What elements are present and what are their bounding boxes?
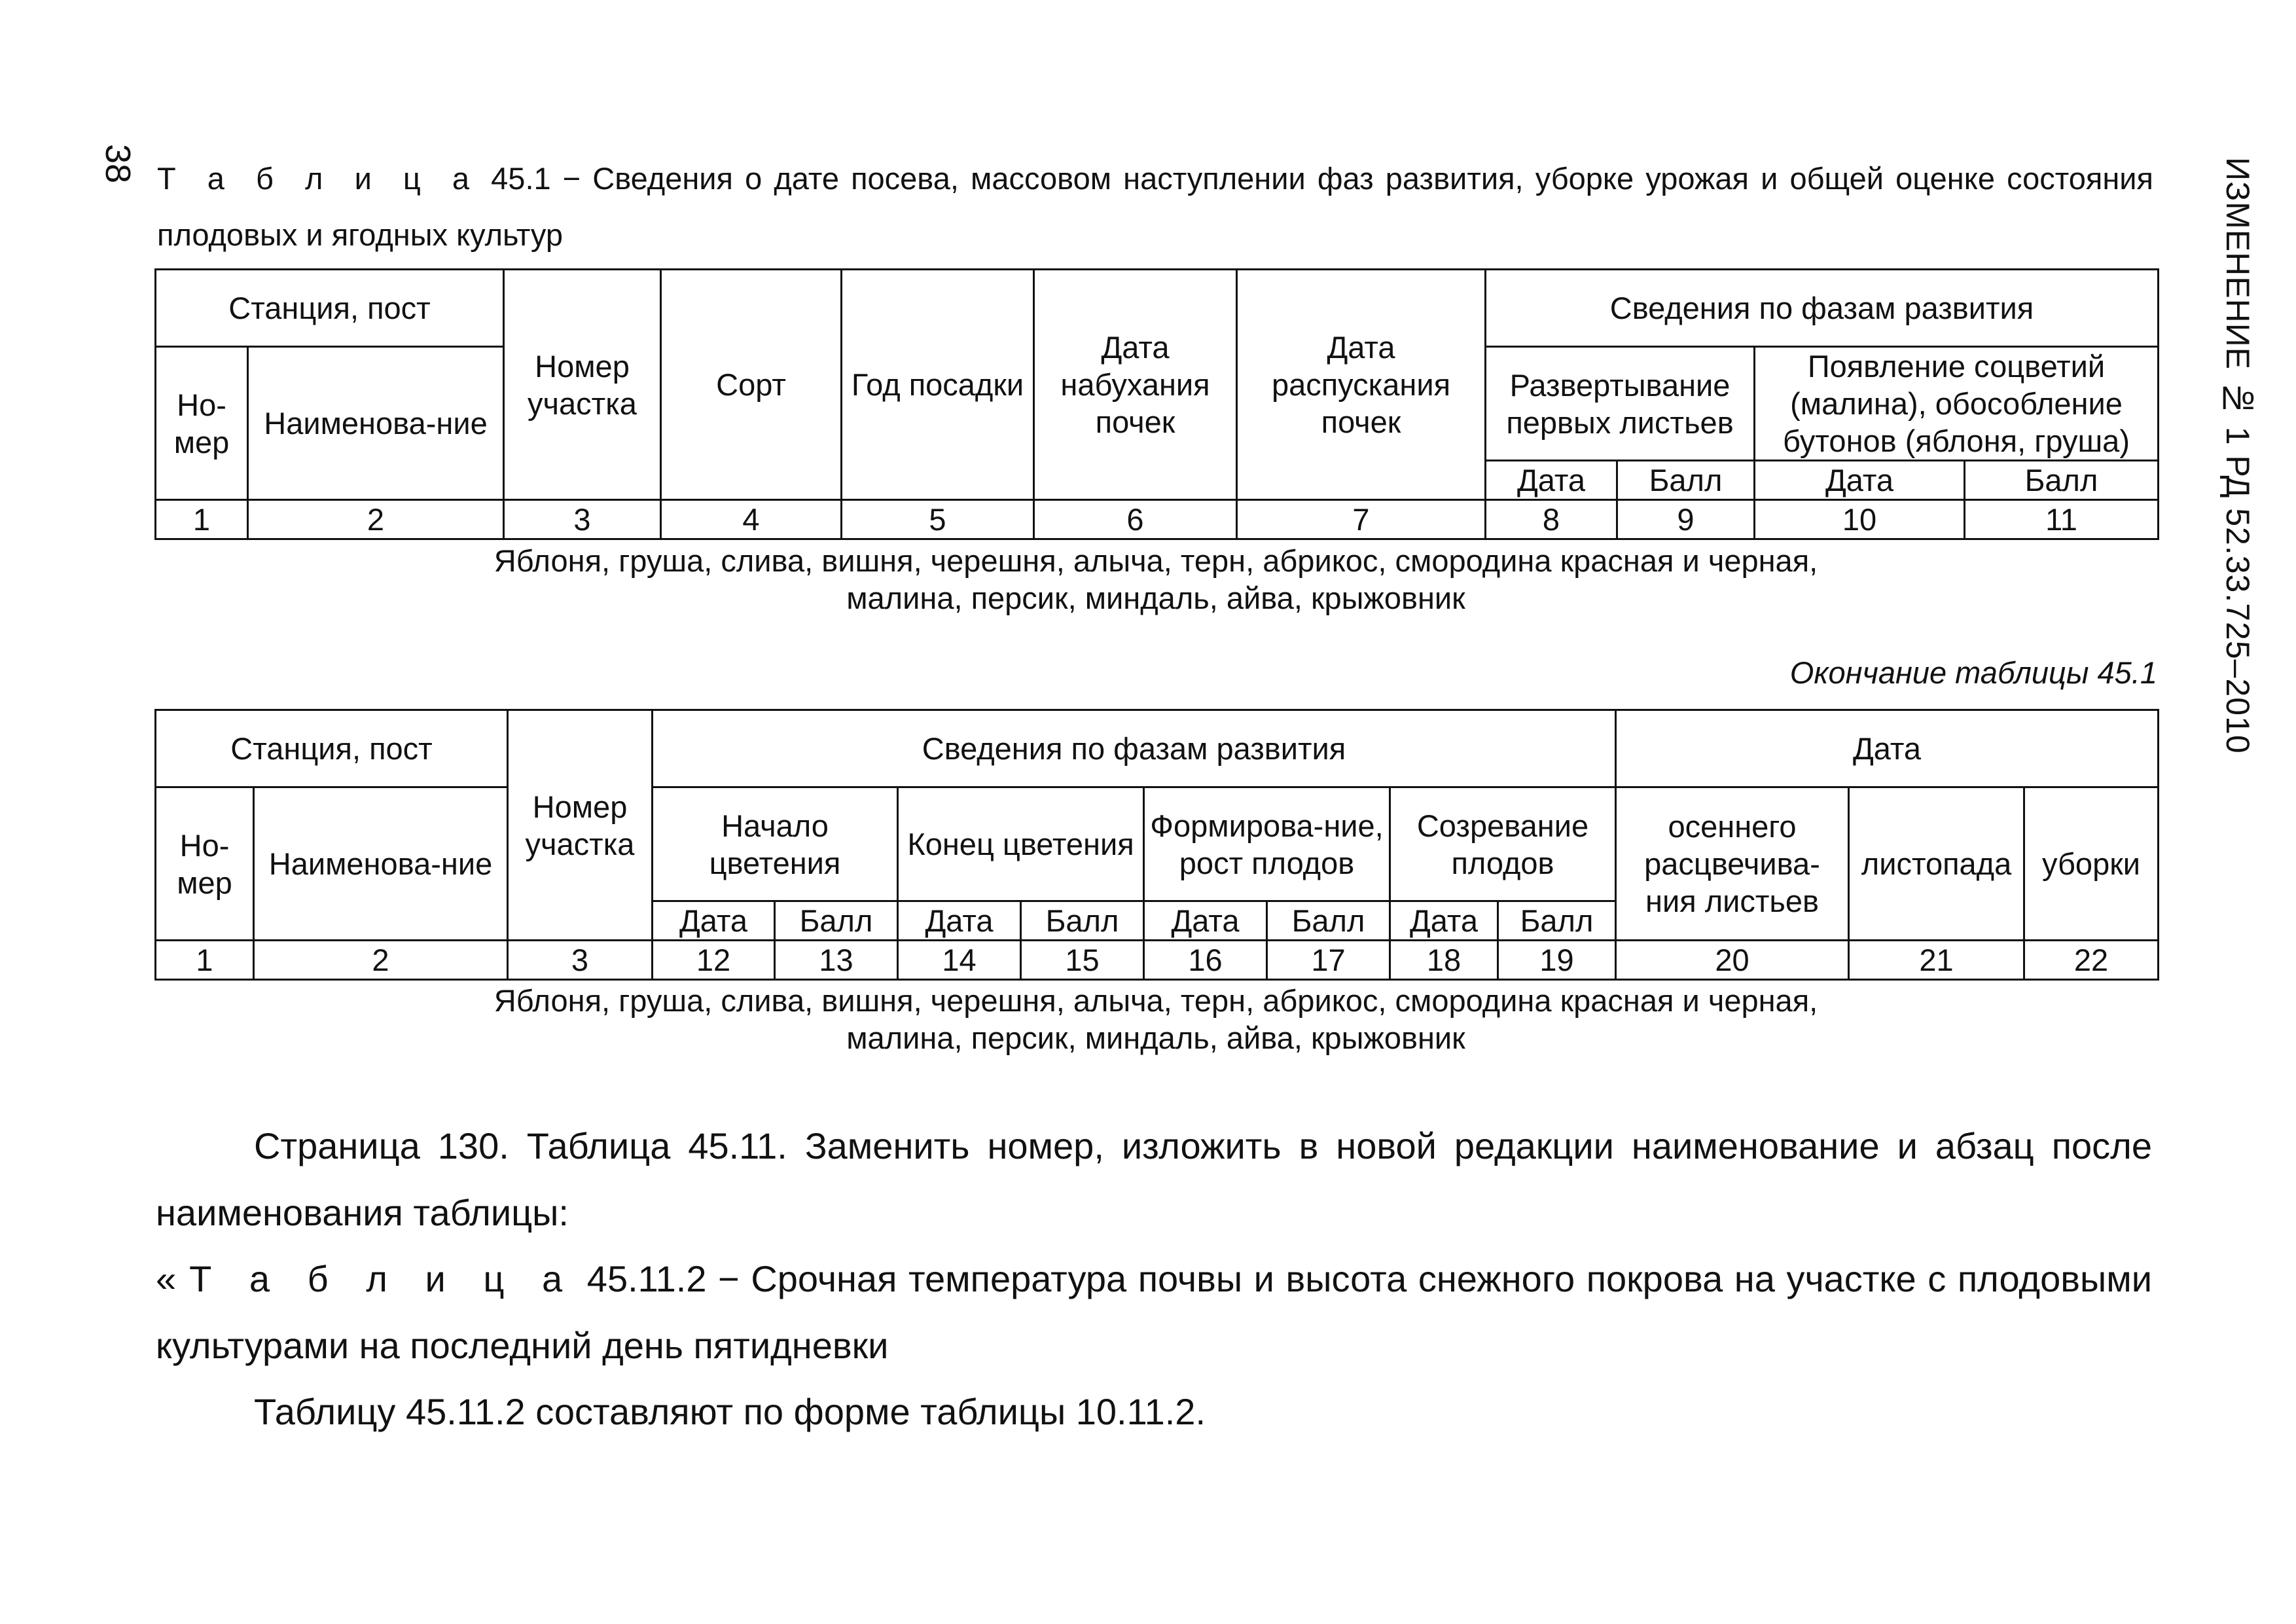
header-plot: Номер участка xyxy=(508,710,653,941)
header-station: Станция, пост xyxy=(156,710,508,787)
paragraph-page-130: Страница 130. Таблица 45.11. Заменить номер, изложить в новой редакции наименование и абзац после наименования таблицы: xyxy=(156,1125,2152,1233)
col-number: 14 xyxy=(898,941,1021,980)
crops-line: малина, персик, миндаль, айва, крыжовник xyxy=(846,581,1465,615)
table-45-1-caption xyxy=(157,151,2153,263)
continuation-label: Окончание таблицы 45.1 xyxy=(1789,655,2157,690)
header-score: Балл xyxy=(775,901,898,941)
caption-text: 45.1 − Сведения о дате посева, массовом наступлении фаз развития, уборке урожая и общей оценке состояния плодовых и ягодных культур xyxy=(157,161,2153,252)
header-date: Дата xyxy=(1390,901,1498,941)
col-number: 8 xyxy=(1486,500,1617,539)
header-score: Балл xyxy=(1617,461,1755,500)
table-45-1-crops xyxy=(154,542,2157,617)
caption-word-table: Т а б л и ц а xyxy=(157,161,480,196)
header-flowering-start: Начало цветения xyxy=(653,787,898,901)
col-number: 2 xyxy=(248,500,504,539)
table-45-1-continuation-crops xyxy=(154,982,2157,1056)
header-leaf-fall: листопада xyxy=(1849,787,2024,941)
col-number: 1 xyxy=(156,500,248,539)
header-name: Наименова-ние xyxy=(254,787,508,941)
header-score: Балл xyxy=(1267,901,1390,941)
table-45-1-continuation xyxy=(154,709,2159,981)
header-date: Дата xyxy=(1755,461,1965,500)
header-inflorescence: Появление соцветий (малина), обособление бутонов (яблоня, груша) xyxy=(1755,347,2159,461)
col-number: 12 xyxy=(653,941,775,980)
col-number: 4 xyxy=(661,500,842,539)
header-budburst: Дата распускания почек xyxy=(1237,270,1486,500)
header-harvest: уборки xyxy=(2024,787,2159,941)
header-name: Наименова-ние xyxy=(248,347,504,500)
header-flowering-end: Конец цветения xyxy=(898,787,1144,901)
col-number: 16 xyxy=(1144,941,1267,980)
header-variety: Сорт xyxy=(661,270,842,500)
header-year: Год посадки xyxy=(842,270,1034,500)
col-number: 18 xyxy=(1390,941,1498,980)
col-number: 21 xyxy=(1849,941,2024,980)
header-score: Балл xyxy=(1021,901,1144,941)
col-number: 3 xyxy=(508,941,653,980)
header-station: Станция, пост xyxy=(156,270,504,347)
new-table-title-text: 45.11.2 − Срочная температура почвы и высота снежного покрова на участке с плодовыми культурами на последний день пятидневки xyxy=(156,1258,2152,1366)
header-phases: Сведения по фазам развития xyxy=(653,710,1616,787)
header-leaves: Развертывание первых листьев xyxy=(1486,347,1755,461)
col-number: 9 xyxy=(1617,500,1755,539)
col-number: 20 xyxy=(1616,941,1849,980)
header-date: Дата xyxy=(1144,901,1267,941)
col-number: 3 xyxy=(504,500,661,539)
header-swelling: Дата набухания почек xyxy=(1034,270,1237,500)
header-number: Но-мер xyxy=(156,787,254,941)
header-date-group: Дата xyxy=(1616,710,2159,787)
header-date: Дата xyxy=(1486,461,1617,500)
col-number: 5 xyxy=(842,500,1034,539)
col-number: 22 xyxy=(2024,941,2159,980)
col-number: 2 xyxy=(254,941,508,980)
col-number: 13 xyxy=(775,941,898,980)
header-number: Но-мер xyxy=(156,347,248,500)
col-number: 7 xyxy=(1237,500,1486,539)
header-phases: Сведения по фазам развития xyxy=(1486,270,2159,347)
paragraph-form-note: Таблицу 45.11.2 составляют по форме таблицы 10.11.2. xyxy=(254,1391,1206,1432)
header-score: Балл xyxy=(1965,461,2159,500)
header-date: Дата xyxy=(653,901,775,941)
col-number: 15 xyxy=(1021,941,1144,980)
col-number: 10 xyxy=(1755,500,1965,539)
header-plot: Номер участка xyxy=(504,270,661,500)
paragraph-new-table-title xyxy=(156,1246,2152,1379)
document-side-label: ИЗМЕНЕНИЕ № 1 РД 52.33.725–2010 xyxy=(2219,157,2256,754)
page-number: 38 xyxy=(98,143,137,184)
col-number: 1 xyxy=(156,941,254,980)
crops-line: Яблоня, груша, слива, вишня, черешня, алыча, терн, абрикос, смородина красная и черная, xyxy=(493,983,1818,1018)
crops-line: малина, персик, миндаль, айва, крыжовник xyxy=(846,1020,1465,1055)
crops-line: Яблоня, груша, слива, вишня, черешня, алыча, терн, абрикос, смородина красная и черная, xyxy=(493,543,1818,578)
col-number: 6 xyxy=(1034,500,1237,539)
col-number: 17 xyxy=(1267,941,1390,980)
header-score: Балл xyxy=(1498,901,1616,941)
col-number: 11 xyxy=(1965,500,2159,539)
header-fruit-forming: Формирова-ние, рост плодов xyxy=(1144,787,1390,901)
new-table-word: «Т а б л и ц а xyxy=(156,1258,576,1299)
col-number: 19 xyxy=(1498,941,1616,980)
header-ripening: Созревание плодов xyxy=(1390,787,1616,901)
header-autumn-color: осеннего расцвечива-ния листьев xyxy=(1616,787,1849,941)
header-date: Дата xyxy=(898,901,1021,941)
table-45-1 xyxy=(154,268,2159,540)
